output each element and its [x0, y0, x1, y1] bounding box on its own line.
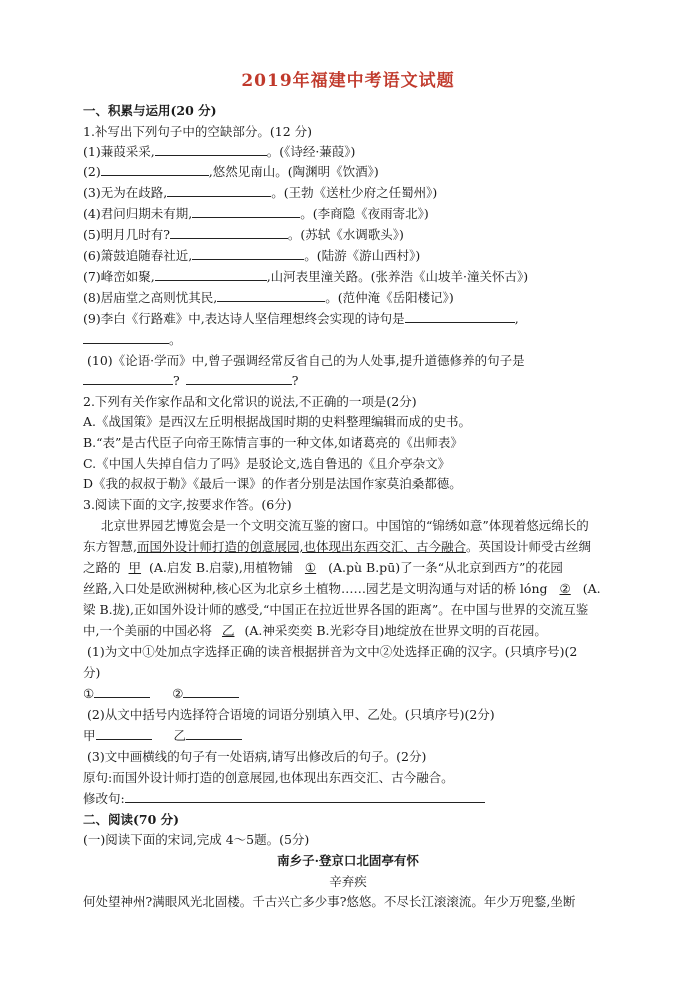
poem-line-1: 何处望神州?满眼风光北固楼。千古兴亡多少事?悠悠。不尽长江滚滚流。年少万兜鍪,坐断	[83, 894, 576, 909]
q1-item-9-continued: 。	[83, 331, 182, 349]
q3-passage-line-3: 之路的 甲 (A.启发 B.启蒙),用植物铺 ① (A.pù B.pū)了一条“从北京到西方”的花园	[83, 560, 563, 575]
q3-sub1-cont: 分)	[83, 665, 101, 680]
q3-passage-line-5: 梁 B.拢),正如国外设计师的感受,“中国正在拉近世界各国的距离”。在中国与世界的交流互鉴	[83, 602, 589, 617]
q3-heading: 3.阅读下面的文字,按要求作答。(6分)	[83, 497, 292, 512]
q2-heading: 2.下列有关作家作品和文化常识的说法,不正确的一项是(2分)	[83, 394, 417, 409]
q3-sub1: (1)为文中①处加点字选择正确的读音根据拼音为文中②处选择正确的汉字。(只填序号)(2	[87, 644, 578, 659]
q1-item-3: (3)无为在歧路, 。(王勃《送杜少府之任蜀州》)	[83, 185, 438, 200]
q3-modified-sentence: 修改句:	[83, 790, 485, 808]
answer-blank[interactable]	[167, 184, 271, 197]
part1-heading: (一)阅读下面的宋词,完成 4～5题。(5分)	[83, 832, 310, 847]
blank-yi[interactable]: 乙	[221, 623, 235, 638]
q2-option-a[interactable]: A.《战国策》是西汉左丘明根据战国时期的史料整理编辑而成的史书。	[83, 414, 472, 429]
q2-option-c[interactable]: C.《中国人失掉自信力了吗》是驳论文,选自鲁迅的《且介亭杂文》	[83, 456, 451, 471]
q1-item-6: (6)箫鼓追随春社近, 。(陆游《游山西村》)	[83, 248, 421, 263]
q1-item-8: (8)居庙堂之高则忧其民, 。(范仲淹《岳阳楼记》)	[83, 290, 454, 305]
answer-blank[interactable]	[96, 727, 152, 740]
poem-title: 南乡子·登京口北固亭有怀	[277, 853, 419, 868]
q1-item-2: (2) ,悠然见南山。(陶渊明《饮酒》)	[83, 164, 379, 179]
answer-blank[interactable]	[101, 163, 209, 176]
underlined-sentence: 而国外设计师打造的创意展园,也体现出东西交汇、古今融合	[136, 539, 466, 554]
answer-blank[interactable]	[183, 685, 239, 698]
answer-blank[interactable]	[405, 310, 515, 323]
answer-blank[interactable]	[94, 685, 150, 698]
answer-blank[interactable]	[217, 289, 325, 302]
page-title: 2019年福建中考语文试题	[241, 71, 455, 91]
q2-option-d[interactable]: D《我的叔叔于勒》《最后一课》的作者分别是法国作家莫泊桑都德。	[83, 476, 462, 491]
answer-blank[interactable]	[192, 205, 300, 218]
answer-blank[interactable]	[186, 727, 242, 740]
section2-heading: 二、阅读(70 分)	[83, 812, 180, 827]
q1-item-7: (7)峰峦如聚, ,山河表里潼关路。(张养浩《山坡羊·潼关怀古》)	[83, 269, 529, 284]
q3-original-sentence: 原句:而国外设计师打造的创意展园,也体现出东西交汇、古今融合。	[83, 770, 454, 785]
q3-sub2: (2)从文中括号内选择符合语境的词语分别填入甲、乙处。(只填序号)(2分)	[87, 707, 495, 722]
q1-item-5: (5)明月几时有? 。(苏轼《水调歌头》)	[83, 227, 404, 242]
answer-blank[interactable]	[155, 268, 267, 281]
q3-passage-line-6: 中,一个美丽的中国必将 乙 (A.神采奕奕 B.光彩夺目)地绽放在世界文明的百花园。	[83, 623, 547, 638]
answer-blank[interactable]	[186, 372, 292, 385]
poem-author: 辛弃疾	[329, 874, 367, 889]
q1-heading: 1.补写出下列句子中的空缺部分。(12 分)	[83, 124, 313, 139]
q3-passage-line-4: 丝路,入口处是欧洲树种,核心区为北京乡土植物……园艺是文明沟通与对话的桥 lóng ② (A.	[83, 581, 601, 596]
blank-1[interactable]: ①	[304, 560, 317, 575]
answer-blank[interactable]	[83, 331, 169, 344]
answer-blank[interactable]	[155, 143, 267, 156]
q1-item-9: (9)李白《行路难》中,表达诗人坚信理想终会实现的诗句是 ,	[83, 311, 519, 326]
q3-sub2-answers: 甲 乙	[83, 727, 242, 745]
q3-sub1-answers: ① ②	[83, 685, 239, 703]
q1-item-10: (10)《论语·学而》中,曾子强调经常反省自己的为人处事,提升道德修养的句子是	[87, 353, 525, 368]
q1-item-10-blanks: ? ?	[83, 372, 298, 390]
answer-blank[interactable]	[170, 226, 288, 239]
answer-blank[interactable]	[192, 247, 304, 260]
q3-passage-line-1: 北京世界园艺博览会是一个文明交流互鉴的窗口。中国馆的“锦绣如意”体现着悠远绵长的	[101, 518, 589, 533]
blank-jia[interactable]: 甲	[128, 560, 142, 575]
q2-option-b[interactable]: B.“表”是古代臣子向帝王陈情言事的一种文体,如诸葛亮的《出师表》	[83, 435, 463, 450]
q1-item-1: (1)蒹葭采采, 。(《诗经·蒹葭》)	[83, 144, 356, 159]
q3-sub3: (3)文中画横线的句子有一处语病,请写出修改后的句子。(2分)	[87, 749, 427, 764]
q3-passage-line-2: 东方智慧,而国外设计师打造的创意展园,也体现出东西交汇、古今融合。英国设计师受古丝绸	[83, 539, 591, 554]
answer-blank[interactable]	[125, 790, 485, 803]
answer-blank[interactable]	[83, 372, 173, 385]
section1-heading: 一、积累与运用(20 分)	[83, 103, 217, 118]
q1-item-4: (4)君问归期未有期, 。(李商隐《夜雨寄北》)	[83, 206, 429, 221]
blank-2[interactable]: ②	[559, 581, 571, 596]
